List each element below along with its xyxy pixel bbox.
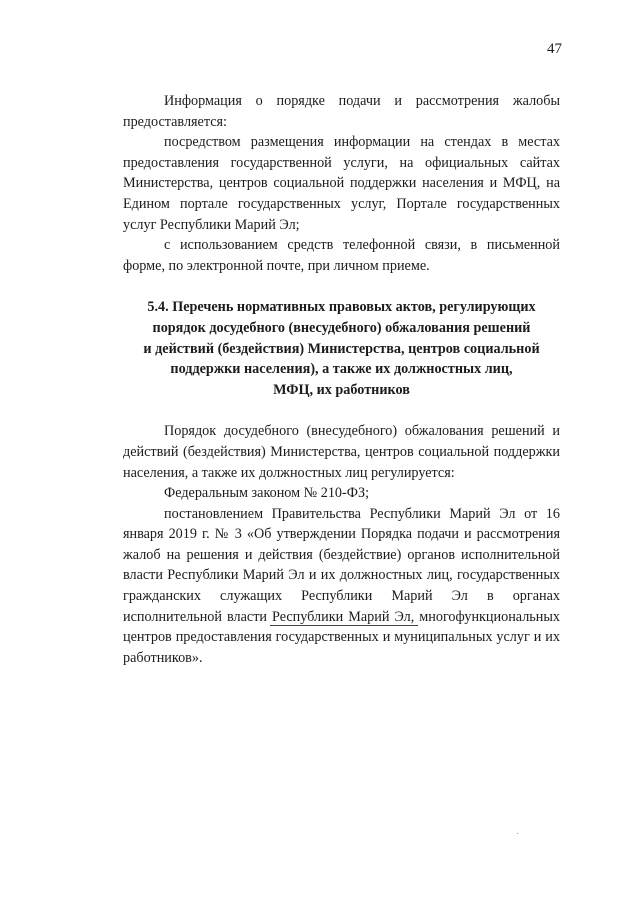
paragraph-federal-law: Федеральным законом № 210-ФЗ;: [164, 485, 370, 502]
section-heading: [123, 297, 560, 400]
heading-line: 5.4. Перечень нормативных правовых актов, регулирующих: [147, 299, 536, 316]
heading-line: и действий (бездействия) Министерства, центров социальной: [143, 340, 540, 357]
paragraph-government-decree: постановлением Правительства Республики Марий Эл от 16 января 2019 г. № 3 «Об утверждении Порядка подачи и рассмотрения жалоб на решения и действия (бездействие) органов исполнительной власти Республики Марий Эл и их должностных лиц, государственных гражданских служащих Республики Марий Эл в органах исполнительной власти Республики Марий Эл, многофункциональных центров предоставления государственных и муниципальных услуг и их работников».: [123, 505, 560, 666]
heading-line: порядок досудебного (внесудебного) обжалования решений: [152, 319, 531, 336]
heading-line: поддержки населения), а также их должностных лиц,: [170, 361, 513, 378]
paragraph-appeal-procedure: Порядок досудебного (внесудебного) обжалования решений и действий (бездействия) Министерства, центров социальной поддержки населения, а также их должностных лиц регулируется:: [123, 423, 560, 481]
paragraph-phone-mail-email: с использованием средств телефонной связи, в письменной форме, по электронной почте, при личном приеме.: [123, 237, 560, 274]
end-separator-line: [270, 625, 418, 626]
paragraph-complaint-info-intro: Информация о порядке подачи и рассмотрения жалобы предоставляется:: [123, 93, 560, 130]
heading-line: МФЦ, их работников: [273, 381, 410, 398]
page-number: 47: [547, 41, 562, 57]
paragraph-stands-and-portals: посредством размещения информации на стендах в местах предоставления государственной услуги, на официальных сайтах Министерства, центров социальной поддержки населения и МФЦ, на Едином портале государственных услуг, Портале государственных услуг Республики Марий Эл;: [123, 134, 560, 233]
scan-speck: [517, 833, 518, 834]
document-body: [123, 91, 560, 668]
